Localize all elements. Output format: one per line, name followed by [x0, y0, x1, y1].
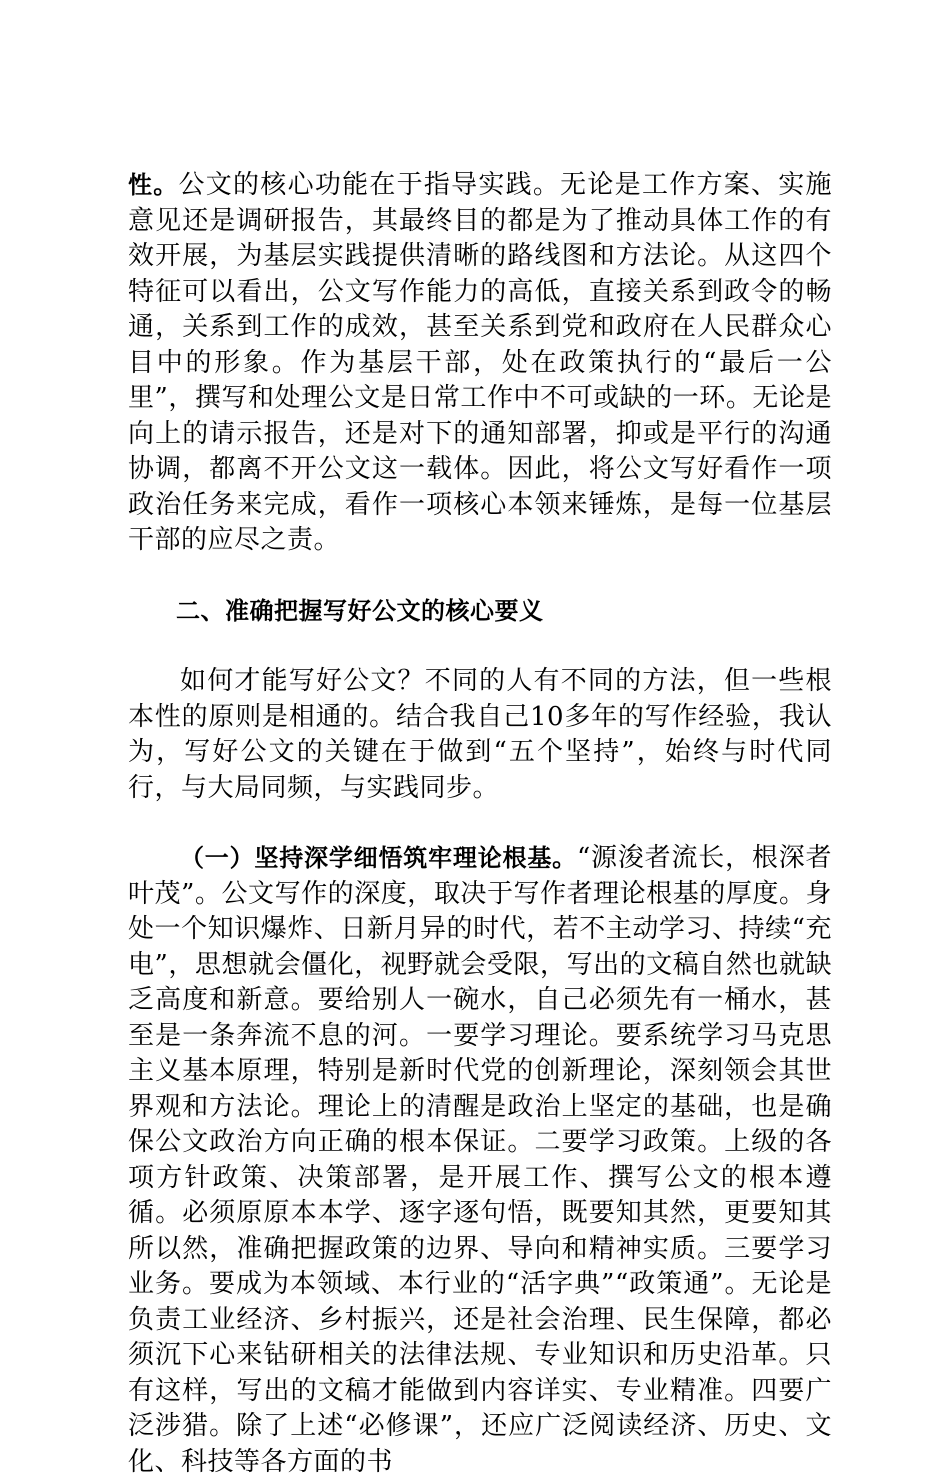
- paragraph-subsection-1: [128, 841, 832, 1480]
- spacer: [128, 559, 832, 594]
- subsection-title: （一）坚持深学细悟筑牢理论根基。: [180, 844, 577, 872]
- spacer: [128, 629, 832, 664]
- document-page: [128, 168, 832, 1480]
- spacer: [128, 806, 832, 841]
- section-heading: 二、准确把握写好公文的核心要义: [176, 596, 544, 625]
- paragraph-intro: 如何才能写好公文？不同的人有不同的方法，但一些根本性的原则是相通的。结合我自己10多年的写作经验，我认为，写好公文的关键在于做到“五个坚持”，始终与时代同行，与大局同频，与实践同步。: [128, 666, 832, 803]
- paragraph-lead: 性。: [128, 171, 179, 199]
- paragraph-continuation: [128, 168, 832, 559]
- paragraph-body: “源浚者流长，根深者叶茂”。公文写作的深度，取决于写作者理论根基的厚度。身处一个知识爆炸、日新月异的时代，若不主动学习、持续“充电”，思想就会僵化，视野就会受限，写出的文稿自然也就缺乏高度和新意。要给别人一碗水，自己必须先有一桶水，甚至是一条奔流不息的河。一要学习理论。要系统学习马克思主义基本原理，特别是新时代党的创新理论，深刻领会其世界观和方法论。理论上的清醒是政治上坚定的基础，也是确保公文政治方向正确的根本保证。二要学习政策。上级的各项方针政策、决策部署，是开展工作、撰写公文的根本遵循。必须原原本本学、逐字逐句悟，既要知其然，更要知其所以然，准确把握政策的边界、导向和精神实质。三要学习业务。要成为本领域、本行业的“活字典”“政策通”。无论是负责工业经济、乡村振兴，还是社会治理、民生保障，都必须沉下心来钻研相关的法律法规、专业知识和历史沿革。只有这样，写出的文稿才能做到内容详实、专业精准。四要广泛涉猎。除了上述“必修课”，还应广泛阅读经济、历史、文化、科技等各方面的书: [128, 843, 833, 1477]
- paragraph-body: 公文的核心功能在于指导实践。无论是工作方案、实施意见还是调研报告，其最终目的都是为了推动具体工作的有效开展，为基层实践提供清晰的路线图和方法论。从这四个特征可以看出，公文写作能力的高低，直接关系到政令的畅通，关系到工作的成效，甚至关系到党和政府在人民群众心目中的形象。作为基层干部，处在政策执行的“最后一公里”，撰写和处理公文是日常工作中不可或缺的一环。无论是向上的请示报告，还是对下的通知部署，抑或是平行的沟通协调，都离不开公文这一载体。因此，将公文写好看作一项政治任务来完成，看作一项核心本领来锤炼，是每一位基层干部的应尽之责。: [128, 170, 832, 555]
